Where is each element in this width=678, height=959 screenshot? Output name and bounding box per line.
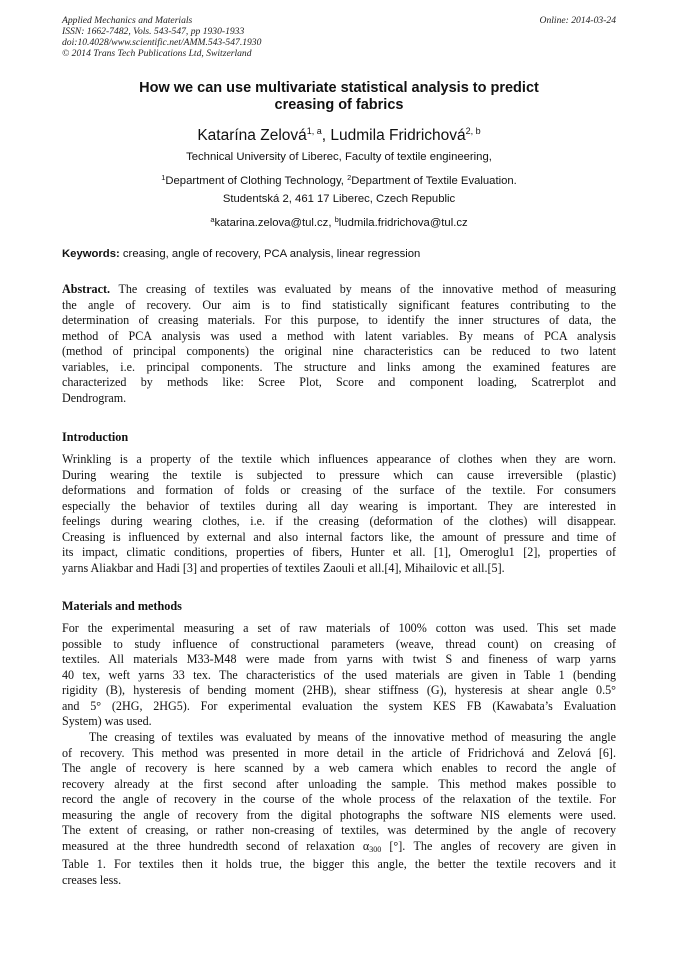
section-heading-introduction: Introduction — [62, 430, 129, 444]
author-emails: $^a$katarina.zelova@tul.cz, $^b$ludmila.fridrichova@tul.cz — [210, 215, 468, 229]
affiliation-address: Studentská 2, 461 17 Liberec, Czech Republic — [222, 193, 456, 205]
author-affil-mark: 1, a — [306, 126, 322, 136]
online-date: Online: 2014-03-24 — [539, 15, 616, 26]
title-line: creasing of fabrics — [274, 97, 404, 113]
author-affil-mark: 2, b — [465, 126, 481, 136]
keywords-text: creasing, angle of recovery, PCA analysis, linear regression — [119, 248, 421, 260]
affiliation-departments: $^1$Department of Clothing Technology, $^2$Department of Textile Evaluation. — [161, 173, 517, 187]
email-link[interactable]: ludmila.fridrichova@tul.cz — [338, 217, 468, 229]
email-link[interactable]: katarina.zelova@tul.cz, — [214, 217, 335, 229]
introduction-paragraph: Wrinkling is a property of the textile which influences appearance of clothes when they are worn. During wearing the textile is subjected to pressure which can cause irreversible (plastic) deformations and formation of folds or creasing of the surface of the textile. For consumers especially the behavior of textiles during all day wearing is important. They are interested in feelings during wearing clothes, i.e. if the creasing (deformation of the clothes) will disappear. Creasing is influenced by external and also internal factors like, the amount of pressure and time of its impact, climatic conditions, properties of fibers, Hunter et all. [1], Omeroglu1 [2], properties of yarns Aliakbar and Hadi [3] and properties of textiles Zaouli et all.[4], Mihailovic et all.[5]. — [62, 452, 616, 575]
copyright-line: © 2014 Trans Tech Publications Ltd, Switzerland — [62, 48, 252, 59]
section-heading-methods: Materials and methods — [62, 599, 182, 613]
journal-header — [62, 15, 616, 59]
author-list — [62, 122, 616, 145]
author-separator: , — [321, 127, 331, 144]
abstract: Abstract. The creasing of textiles was evaluated by means of the innovative method of measuring the angle of recovery. Our aim is to find statistically significant features contributing to the determination of creasing materials. For this purpose, to identify the inner structures of data, the method of PCA analysis was used a method with latent variables. By means of PCA analysis (method of principal components) the original nine characteristics can be reduced to two latent variables, i.e. principal components. The structure and links among the examined features are characterized by methods like: Scree Plot, Score and component loading, Scatrerplot and Dendrogram. — [62, 282, 616, 405]
doi-line: doi:10.4028/www.scientific.net/AMM.543-547.1930 — [62, 37, 262, 48]
keywords — [62, 247, 616, 261]
issn-line: ISSN: 1662-7482, Vols. 543-547, pp 1930-1933 — [62, 26, 245, 37]
paper-title — [62, 80, 616, 114]
keywords-label: Keywords: — [62, 248, 120, 260]
abstract-label: Abstract. — [62, 282, 111, 296]
methods-paragraph-2: The creasing of textiles was evaluated by means of the innovative method of measuring the angle of recovery. This method was presented in more detail in the article of Fridrichová and Zelová [6]. The angle of recovery is here scanned by a web camera which enables to record the angle of recovery already at the first second after unloading the sample. This method makes possible to record the angle of recovery in the course of the whole process of the relaxation of the textile. For measuring the angle of recovery from the digital photographs the software NIS elements were used. The extent of creasing, or rather non-creasing of textiles, was determined by the angle of recovery measured at the three hundredth second of relaxation $\alpha_{300}$ [°]. The angles of recovery are given in Table 1. For textiles then it holds true, the bigger this angle, the better the textile recovers and it creases less. — [62, 730, 616, 887]
affiliation-university: Technical University of Liberec, Faculty of textile engineering, — [186, 151, 492, 163]
journal-name: Applied Mechanics and Materials — [62, 15, 193, 26]
title-line: How we can use multivariate statistical analysis to predict — [139, 80, 539, 96]
author-name: Katarína Zelová — [197, 127, 307, 144]
methods-paragraph-1: For the experimental measuring a set of raw materials of 100% cotton was used. This set made possible to study influence of constructional parameters (weave, thread count) on creasing of textiles. All materials M33-M48 were made from yarns with twist S and fineness of warp yarns 40 tex, weft yarns 33 tex. The characteristics of the used materials are given in Table 1 (bending rigidity (B), hysteresis of bending moment (2HB), shear stiffness (G), hysteresis at shear angle 0.5° and 5° (2HG, 2HG5). For experimental evaluation the system KES FB (Kawabata’s Evaluation System) was used. — [62, 621, 616, 729]
author-name: Ludmila Fridrichová — [330, 127, 466, 144]
